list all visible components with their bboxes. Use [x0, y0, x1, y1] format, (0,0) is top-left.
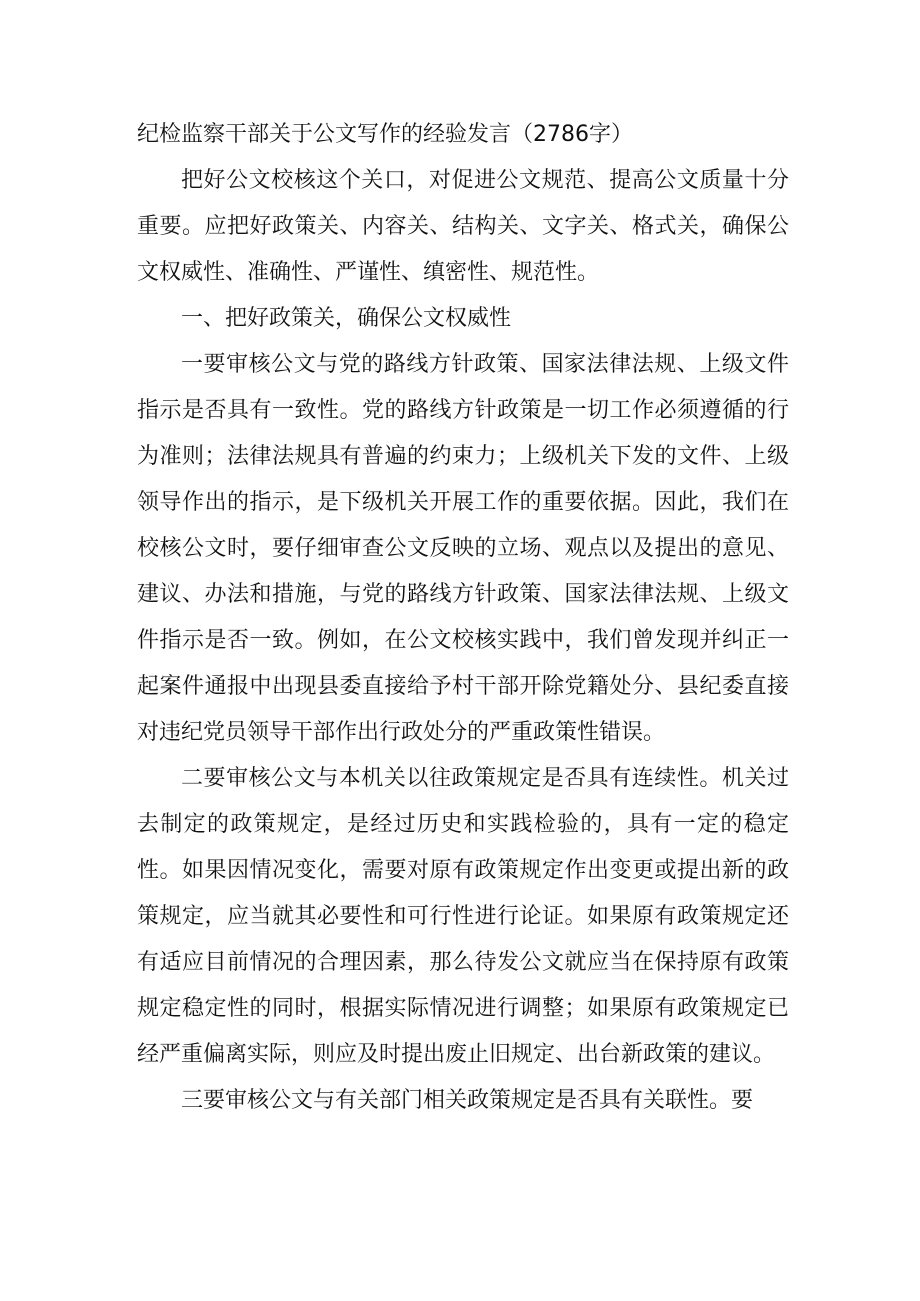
document-body — [137, 112, 789, 1124]
section-heading: 一、把好政策关，确保公文权威性 — [181, 306, 512, 331]
intro-paragraph: 把好公文校核这个关口，对促进公文规范、提高公文质量十分重要。应把好政策关、内容关、结构关、文字关、格式关，确保公文权威性、准确性、严谨性、缜密性、规范性。 — [137, 168, 789, 285]
document-title: 纪检监察干部关于公文写作的经验发言（2786字） — [137, 122, 633, 147]
body-paragraph: 一要审核公文与党的路线方针政策、国家法律法规、上级文件指示是否具有一致性。党的路线方针政策是一切工作必须遵循的行为准则；法律法规具有普遍的约束力；上级机关下发的文件、上级领导作出的指示，是下级机关开展工作的重要依据。因此，我们在校核公文时，要仔细审查公文反映的立场、观点以及提出的意见、建议、办法和措施，与党的路线方针政策、国家法律法规、上级文件指示是否一致。例如，在公文校核实践中，我们曾发现并纠正一起案件通报中出现县委直接给予村干部开除党籍处分、县纪委直接对违纪党员领导干部作出行政处分的严重政策性错误。 — [137, 352, 789, 745]
body-paragraph: 三要审核公文与有关部门相关政策规定是否具有关联性。要 — [181, 1088, 754, 1113]
body-paragraph: 二要审核公文与本机关以往政策规定是否具有连续性。机关过去制定的政策规定，是经过历史和实践检验的，具有一定的稳定性。如果因情况变化，需要对原有政策规定作出变更或提出新的政策规定，应当就其必要性和可行性进行论证。如果原有政策规定还有适应目前情况的合理因素，那么待发公文就应当在保持原有政策规定稳定性的同时，根据实际情况进行调整；如果原有政策规定已经严重偏离实际，则应及时提出废止旧规定、出台新政策的建议。 — [137, 766, 789, 1067]
